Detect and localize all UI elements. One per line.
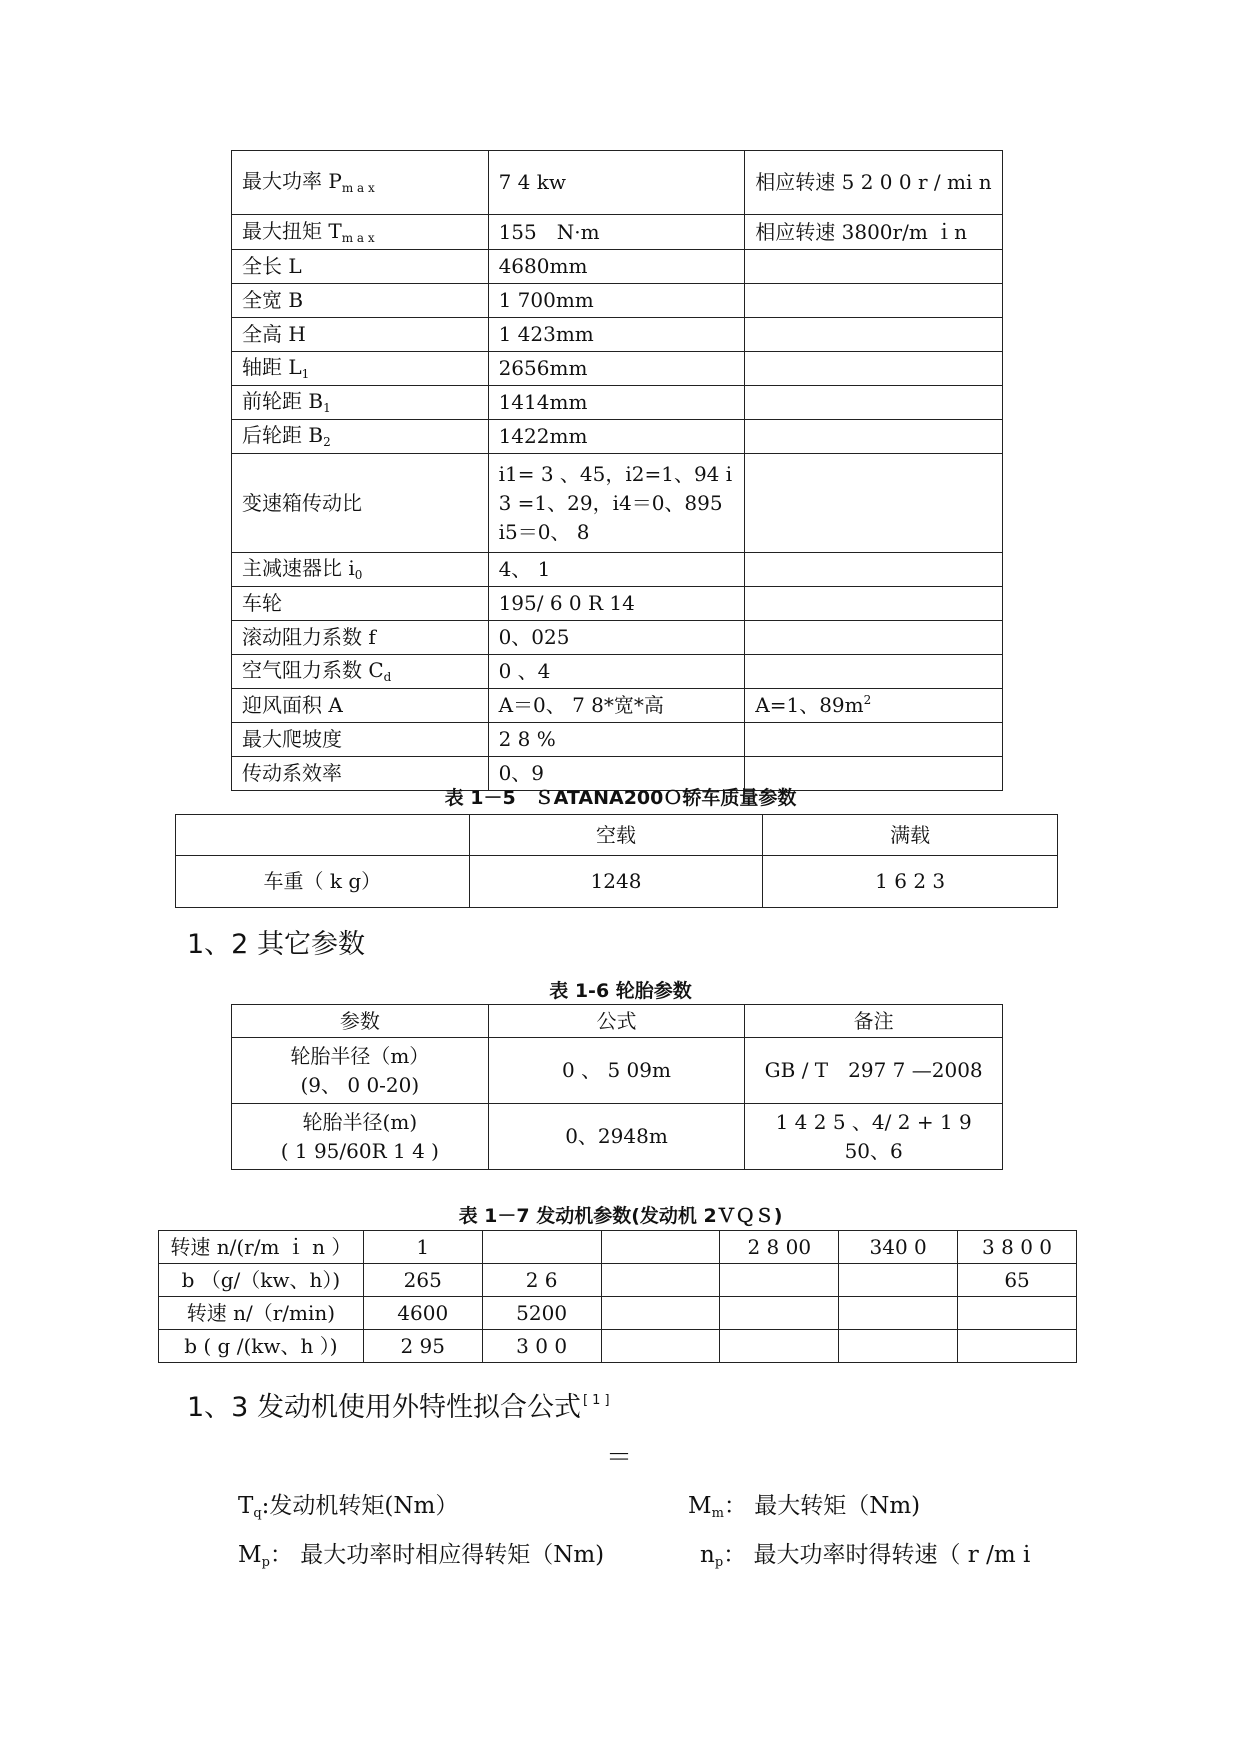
parameter-name: 最大爬坡度 xyxy=(242,727,342,751)
symbol-subscript: p xyxy=(261,1555,270,1570)
tire-parameter-table xyxy=(231,1004,1003,1170)
table-header-cell: 满载 xyxy=(763,815,1058,856)
table-cell: 3 0 0 xyxy=(482,1330,601,1363)
table-row xyxy=(232,250,1003,284)
table-cell: 340 0 xyxy=(839,1231,958,1264)
section-heading-1-3 xyxy=(187,1385,610,1424)
parameter-note: 相应转速 3800r/m ｉn xyxy=(755,219,968,244)
table-row xyxy=(159,1231,1077,1264)
table-cell: 车重（ k g） xyxy=(176,856,470,908)
parameter-name: 迎风面积 A xyxy=(242,693,343,717)
table-cell: 1 6 2 3 xyxy=(763,856,1058,908)
symbol: n xyxy=(700,1542,715,1568)
table-cell: 转速 n/（r/min) xyxy=(159,1297,364,1330)
table-cell xyxy=(958,1297,1077,1330)
parameter-name-cell xyxy=(232,454,489,553)
table-cell xyxy=(601,1264,720,1297)
table-cell: 1 4 2 5 、4/ 2 + 1 9 50、6 xyxy=(745,1104,1003,1170)
definition-tq xyxy=(238,1487,458,1521)
parameter-value-cell: 0、025 xyxy=(488,621,745,655)
parameter-value-cell: 2656mm xyxy=(488,352,745,386)
citation-ref: [ 1 ] xyxy=(582,1393,610,1408)
parameter-subscript: 1 xyxy=(323,401,331,416)
symbol-subscript: m xyxy=(711,1506,724,1521)
parameter-note-cell xyxy=(745,723,1003,757)
parameter-name: 最大功率 P xyxy=(242,169,342,194)
section-heading-1-2: 1、2 其它参数 xyxy=(187,929,365,960)
symbol-subscript: q xyxy=(253,1506,262,1521)
parameter-value-cell: 1 700mm xyxy=(488,284,745,318)
table-1-7-caption: 表 1－7 发动机参数(发动机 2ＶＱＳ) xyxy=(458,1205,783,1227)
parameter-name-cell xyxy=(232,215,489,250)
table-header-cell xyxy=(176,815,470,856)
table-1-5-caption: 表 1－5 ＳATANA200Ｏ轿车质量参数 xyxy=(444,787,797,809)
engine-parameter-table xyxy=(158,1230,1077,1363)
parameter-value-cell: 1414mm xyxy=(488,386,745,420)
table-cell: GB / T 297 7 —2008 xyxy=(745,1038,1003,1104)
table-cell: 1248 xyxy=(469,856,763,908)
parameter-name: 全长 L xyxy=(242,254,302,278)
definition-text: :发动机转矩(Nm） xyxy=(261,1493,459,1519)
table-cell: 轮胎半径(m) ( 1 95/60R 1 4 ) xyxy=(232,1104,489,1170)
table-cell: 0、2948m xyxy=(488,1104,745,1170)
table-cell xyxy=(839,1330,958,1363)
table-cell: 3 8 0 0 xyxy=(958,1231,1077,1264)
table-row xyxy=(159,1264,1077,1297)
parameter-value-cell: 155 N·m xyxy=(488,215,745,250)
parameter-value-cell: 195/ 6 0 R 14 xyxy=(488,587,745,621)
parameter-note-cell xyxy=(745,454,1003,553)
table-row xyxy=(232,655,1003,689)
parameter-name-cell xyxy=(232,621,489,655)
parameter-value-cell: i1= 3 、45，i2=1、94 i 3 =1、29，i4＝0、895 i5＝0、 8 xyxy=(488,454,745,553)
parameter-subscript: m a x xyxy=(341,181,375,196)
table-row xyxy=(232,587,1003,621)
parameter-name: 主减速器比 i xyxy=(242,556,355,581)
parameter-note-cell xyxy=(745,553,1003,587)
table-cell xyxy=(601,1330,720,1363)
table-cell: 4600 xyxy=(363,1297,482,1330)
parameter-value-cell: 7 4 kw xyxy=(488,151,745,215)
table-cell: b ( g /(kw、h ）) xyxy=(159,1330,364,1363)
parameter-value-cell: 4680mm xyxy=(488,250,745,284)
mass-parameter-table xyxy=(175,814,1058,908)
table-row xyxy=(232,723,1003,757)
symbol: M xyxy=(238,1542,262,1568)
definition-mp xyxy=(238,1536,604,1570)
parameter-name: 轴距 L xyxy=(242,355,302,380)
table-cell: 0 、 5 09m xyxy=(488,1038,745,1104)
parameter-note-cell xyxy=(745,621,1003,655)
parameter-name: 最大扭矩 T xyxy=(242,218,342,243)
table-cell: b （g/（kw、h）) xyxy=(159,1264,364,1297)
parameter-subscript: 0 xyxy=(354,568,363,583)
table-cell: 2 95 xyxy=(363,1330,482,1363)
table-header-cell: 备注 xyxy=(745,1005,1003,1038)
parameter-name: 空气阻力系数 C xyxy=(242,658,384,683)
parameter-note-cell xyxy=(745,151,1003,215)
table-cell: 1 xyxy=(363,1231,482,1264)
parameter-note-cell xyxy=(745,689,1003,723)
table-cell xyxy=(720,1264,839,1297)
parameter-subscript: d xyxy=(383,670,392,685)
parameter-name: 传动系效率 xyxy=(242,761,342,785)
definition-mm xyxy=(688,1487,920,1521)
table-cell: 265 xyxy=(363,1264,482,1297)
parameter-name-cell xyxy=(232,352,489,386)
table-cell xyxy=(482,1231,601,1264)
definition-text: ： 最大转矩（Nm) xyxy=(723,1493,921,1519)
section-title: 1、3 发动机使用外特性拟合公式 xyxy=(187,1392,581,1423)
parameter-value-cell: 1 423mm xyxy=(488,318,745,352)
parameter-note-cell xyxy=(745,215,1003,250)
table-cell xyxy=(601,1297,720,1330)
parameter-name-cell xyxy=(232,553,489,587)
table-row xyxy=(232,553,1003,587)
parameter-subscript: m a x xyxy=(341,230,375,245)
parameter-name: 滚动阻力系数 f xyxy=(242,625,376,649)
parameter-name: 全高 H xyxy=(242,322,306,346)
parameter-name-cell xyxy=(232,284,489,318)
parameter-value-cell: 2 8 % xyxy=(488,723,745,757)
parameter-note-cell xyxy=(745,655,1003,689)
table-cell xyxy=(720,1330,839,1363)
parameter-name-cell xyxy=(232,723,489,757)
parameter-name-cell xyxy=(232,386,489,420)
symbol-subscript: p xyxy=(714,1555,724,1570)
parameter-name-cell xyxy=(232,318,489,352)
parameter-value-cell: 0、9 xyxy=(488,757,745,791)
table-cell: 2 6 xyxy=(482,1264,601,1297)
parameter-value-cell: 4、 1 xyxy=(488,553,745,587)
parameter-note-cell xyxy=(745,420,1003,454)
parameter-note-cell xyxy=(745,250,1003,284)
parameter-note: A=1、89m xyxy=(755,693,864,717)
parameter-name: 变速箱传动比 xyxy=(242,490,362,515)
parameter-value-cell: 0 、4 xyxy=(488,655,745,689)
table-cell xyxy=(601,1231,720,1264)
parameter-note: 相应转速 5 2 0 0 r / mi n xyxy=(755,170,992,194)
parameter-value-cell: 1422mm xyxy=(488,420,745,454)
formula-equals-sign: ＝ xyxy=(606,1443,633,1473)
table-cell xyxy=(720,1297,839,1330)
symbol: T xyxy=(238,1493,254,1519)
parameter-subscript: 2 xyxy=(323,435,331,450)
table-row xyxy=(232,420,1003,454)
parameter-note-cell xyxy=(745,318,1003,352)
table-row xyxy=(159,1297,1077,1330)
parameter-name: 车轮 xyxy=(242,591,282,615)
table-row xyxy=(159,1330,1077,1363)
parameter-name-cell xyxy=(232,655,489,689)
parameter-name-cell xyxy=(232,250,489,284)
table-row xyxy=(232,151,1003,215)
table-cell: 轮胎半径（m） (9、 0 0-20) xyxy=(232,1038,489,1104)
table-row xyxy=(232,284,1003,318)
table-row xyxy=(232,454,1003,553)
parameter-name-cell xyxy=(232,689,489,723)
table-cell xyxy=(839,1264,958,1297)
table-cell: 65 xyxy=(958,1264,1077,1297)
definition-text: ： 最大功率时相应得转矩（Nm) xyxy=(269,1542,605,1568)
symbol: M xyxy=(688,1493,712,1519)
parameter-value-cell: A＝0、 7 8*宽*高 xyxy=(488,689,745,723)
parameter-name: 全宽 B xyxy=(242,288,304,312)
parameter-note-cell xyxy=(745,352,1003,386)
definition-np xyxy=(700,1536,1030,1570)
parameter-name: 前轮距 B xyxy=(242,389,324,414)
table-cell xyxy=(958,1330,1077,1363)
table-row xyxy=(232,318,1003,352)
parameter-name-cell xyxy=(232,151,489,215)
parameter-name: 后轮距 B xyxy=(242,423,324,448)
table-header-cell: 公式 xyxy=(488,1005,745,1038)
vehicle-parameter-table xyxy=(231,150,1003,791)
definition-text: ： 最大功率时得转速（ r /m i xyxy=(723,1542,1031,1568)
parameter-subscript: 1 xyxy=(301,367,310,382)
table-row xyxy=(232,386,1003,420)
parameter-note-cell xyxy=(745,587,1003,621)
parameter-note-cell xyxy=(745,386,1003,420)
table-cell xyxy=(839,1297,958,1330)
table-cell: 转速 n/(r/m ｉ n ） xyxy=(159,1231,364,1264)
parameter-name-cell xyxy=(232,420,489,454)
table-row xyxy=(232,689,1003,723)
parameter-name-cell xyxy=(232,587,489,621)
table-cell: 5200 xyxy=(482,1297,601,1330)
table-row xyxy=(232,352,1003,386)
table-header-cell: 参数 xyxy=(232,1005,489,1038)
note-superscript: 2 xyxy=(863,693,872,707)
table-header-cell: 空载 xyxy=(469,815,763,856)
parameter-note-cell xyxy=(745,284,1003,318)
table-1-6-caption: 表 1-6 轮胎参数 xyxy=(549,980,692,1002)
table-cell: 2 8 00 xyxy=(720,1231,839,1264)
table-row xyxy=(232,621,1003,655)
table-row xyxy=(232,215,1003,250)
